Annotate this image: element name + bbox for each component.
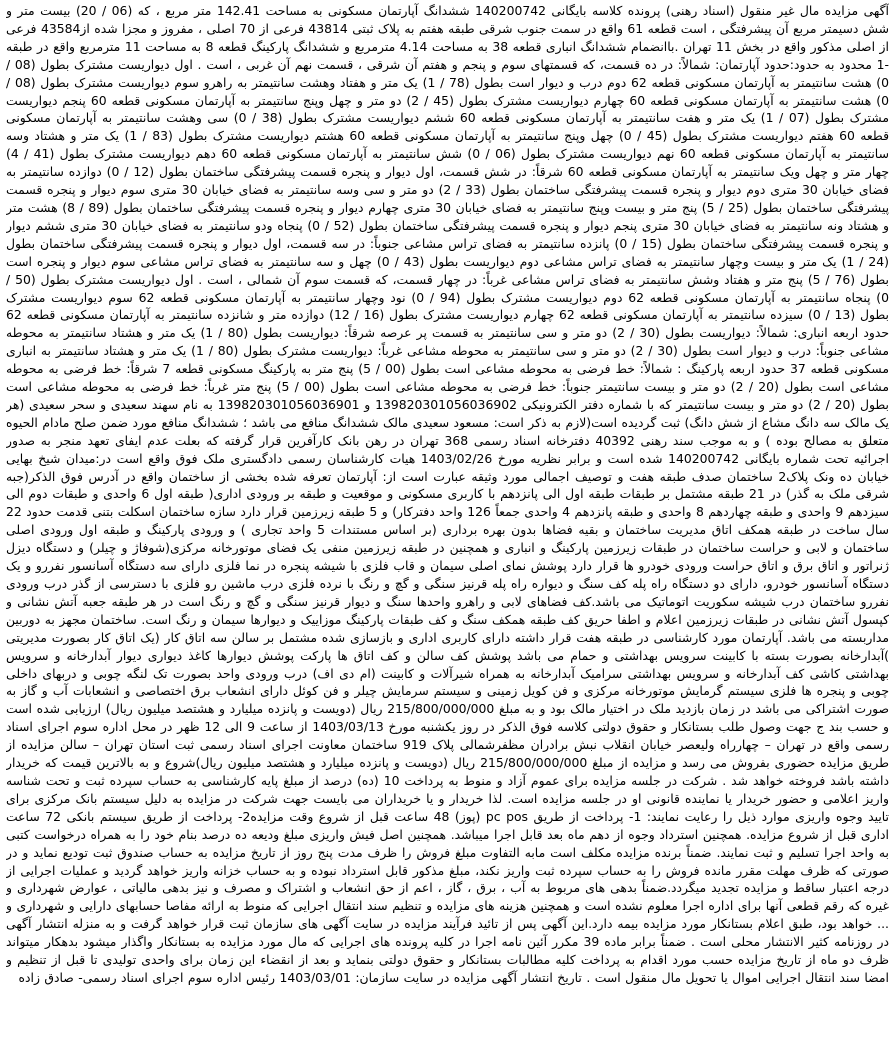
- auction-notice-text: آگهی مزایده مال غیر منقول (اسناد رهنی) پرونده کلاسه بایگانی 140200742 ششدانگ آپارتمان مسکونی به مساحت 142.41 متر مربع ، که (06 / 20) بیست متر و شش دسیمتر مربع آن پیشرفتگی ، است قطعه 61 واقع در سمت جنوب شرقی طبقه هفتم به پلاک ثبتی 43814 فرعی از 70 اصلی ، مفروز و مجزا شده از43584 فرعی از اصلی مذکور واقع در بخش 11 تهران .باانضمام ششدانگ انباری قطعه 38 به مساحت 4.14 مترمربع و ششدانگ پارکینگ قطعه 8 به مساحت 11 مترمربع واقع در طبقه -1 محدود به حدود:حدود آپارتمان: شمالاً: در ده قسمت، که قسمتهای سوم و پنجم و هفتم آن شرقی ، قسمت نهم آن غربی ، است . اول دیواریست مشترک بطول (08 / 0) هشت سانتیمتر به آپارتمان مسکونی قطعه 62 دوم درب و دیوار است بطول (78 / 1) یک متر و هفتاد وهشت سانتیمتر به راهرو سوم دیواریست مشترک بطول (08 / 0) هشت سانتیمتر به آپارتمان مسکونی قطعه 60 چهارم دیواریست مشترک بطول (45 / 2) دو متر و چهل وپنج سانتیمتر به آپارتمان مسکونی قطعه 60 پنجم دیواریست مشترک بطول (07 / 1) یک متر و هفت سانتیمتر به آپارتمان مسکونی قطعه 60 ششم دیواریست مشترک بطول (38 / 0) سی وهشت سانتیمتر به آپارتمان مسکونی قطعه 60 هفتم دیواریست مشترک بطول (45 / 0) چهل وپنج سانتیمتر به آپارتمان مسکونی قطعه 60 هشتم دیواریست مشترک بطول (83 / 1) یک متر و هشتاد وسه سانتیمتر به آپارتمان مسکونی قطعه 60 نهم دیواریست مشترک بطول (06 / 0) شش سانتیمتر به آپارتمان مسکونی قطعه 60 دهم دیواریست مشترک بطول (41 / 4) چهار متر و چهل ویک سانتیمتر به آپارتمان مسکونی قطعه 60 شرقاً: در شش قسمت، اول دیوار و پنجره قسمت پیشرفتگی ساختمان بطول (12 / 0) دوازده سانتیمتر به فضای خیابان 30 متری دوم دیوار و پنجره قسمت پیشرفتگی ساختمان بطول (33 / 2) دو متر و سی وسه سانتیمتر به فضای خیابان 30 متری سوم دیوار و پنجره قسمت پیشرفتگی ساختمان بطول (25 / 5) پنج متر و بیست وپنج سانتیمتر به فضای خیابان 30 متری چهارم دیوار و پنجره قسمت پیشرفتگی ساختمان بطول (89 / 8) هشت متر و هشتاد ونه سانتیمتر به فضای خیابان 30 متری پنجم دیوار و پنجره قسمت پیشرفتگی ساختمان بطول (52 / 0) پنجاه ودو سانتیمتر به فضای خیابان 30 متری ششم دیوار و پنجره قسمت پیشرفتگی ساختمان بطول (15 / 0) پانزده سانتیمتر به فضای تراس مشاعی جنوباً: در سه قسمت، اول دیوار و پنجره قسمت پیشرفتگی ساختمان بطول (24 / 1) یک متر و بیست وچهار سانتیمتر به فضای تراس مشاعی دوم دیواریست بطول (43 / 0) چهل و سه سانتیمتر به فضای تراس مشاعی سوم دیوار و پنجره است بطول (76 / 5) پنج متر و هفتاد وشش سانتیمتر به فضای تراس مشاعی غرباً: در چهار قسمت، که قسمت سوم آن شمالی ، است . اول دیواریست مشترک بطول (50 / 0) پنجاه سانتیمتر به آپارتمان مسکونی قطعه 62 دوم دیواریست مشترک بطول (94 / 0) نود وچهار سانتیمتر به آپارتمان مسکونی قطعه 62 سوم دیواریست مشترک بطول (13 / 0) سیزده سانتیمتر به آپارتمان مسکونی قطعه 62 چهارم دیواریست مشترک بطول (16 / 12) دوازده متر و شانزده سانتیمتر به آپارتمان مسکونی قطعه 62 حدود اربعه انباری: شمالاً: دیواریست بطول (30 / 2) دو متر و سی سانتیمتر به قسمت پر عرصه شرقاً: دیواریست بطول (80 / 1) یک متر و هشتاد سانتیمتر به محوطه مشاعی جنوباً: درب و دیوار است بطول (30 / 2) دو متر و سی سانتیمتر به محوطه مشاعی غرباً: دیواریست مشترک بطول (80 / 1) یک متر و هشتاد سانتیمتر به انباری مسکونی قطعه 37 حدود اربعه پارکینگ : شمالاً: خط فرضی به محوطه مشاعی است بطول (00 / 5) پنج متر به پارکینگ مسکونی قطعه 7 شرقاً: خط فرضی به محوطه مشاعی است بطول (20 / 2) دو متر و بیست سانتیمتر جنوباً: خط فرضی به محوطه مشاعی است بطول (00 / 5) پنج متر غرباً: خط فرضی به محوطه مشاعی است بطول (20 / 2) دو متر و بیست سانتیمتر که با شماره دفتر الکترونیکی 139820301056036902 و 139820301056036901 به نام سهند سعیدی و سحر سعیدی (هر یک مالک سه دانگ مشاع از شش دانگ) ثبت گردیده است(لازم به ذکر است: مسعود سعیدی مالک ششدانگ منافع می باشد ؛ ششدانگ منافع مورد ضمن صلح مادام الحیوه متعلق به مصالح بوده ) و به موجب سند رهنی 40392 دفترخانه اسناد رسمی 368 تهران در رهن بانک کارآفرین قرار گرفته که بعلت عدم ایفای تعهد منجر به صدور اجرائیه تحت شماره بایگانی 140200742 شده است و برابر نظریه مورخ 1403/02/26 هیات کارشناسان رسمی دادگستری ملک فوق واقع است در:میدان شیخ بهایی خیابان ده ونک پلاک2 ساختمان صدف طبقه هفت و توصیف اجمالی مورد وثیقه عبارت است از: آپارتمان تعرفه شده بخشی از ساختمان واقع در آدرس فوق الذکر(جبه شرقی ملک به گذر) در 21 طبقه مشتمل بر طبقات طبقه اول الی پانزدهم با کاربری مسکونی و موقعیت و طبقه بر ورودی اداری( طبقه اول 6 واحدی و طبقات دوم الی سیزدهم 9 واحدی و طبقه چهاردهم 8 واحدی و طبقه پانزدهم 4 واحدی جمعاً 126 واحد دفترکار) و 5 طبقه زیرزمین قرار دارد سازه ساختمان اسکلت بتنی قدمت حدود 22 سال ساخت در طبقه همکف اتاق مدیریت ساختمان و بقیه فضاها بدون بهره برداری (بر اساس مستندات 5 واحد تجاری ) و ورودی پارکینگ و طبقه اول ورودی اصلی ساختمان و لابی و حراست ساختمان در طبقات زیرزمین پارکینگ و انباری و همچنین در طبقه زیرزمین منفی یک فضای موتورخانه مرکزی(شوفاژ و چیلر) و دستگاه دیزل ژنراتور و اتاق برق و اتاق حراست ورودی خودرو ها قرار دارد پوشش نمای اصلی سیمان و قاب فلزی با شیشه پنجره در نما فلزی دارای سه دستگاه آسانسور نفررو و یک دستگاه آسانسور خودرو، دارای دو دستگاه راه پله کف سنگ و دیواره راه پله قرنیز سنگی و گچ و رنگ با نرده فلزی درب ماشین رو فلزی با دسترسی از گذر درب ورودی نفررو ساختمان درب شیشه سکوریت اتوماتیک می باشد.کف فضاهای لابی و راهرو واحدها سنگ و دیوار قرنیز سنگی و گچ و رنگ است در هر طبقه جعبه آتش نشانی و کپسول آتش نشانی در طبقات زیرزمین اعلام و اطفا حریق کف طبقه همکف سنگ و کف طبقات پارکینگ موزاییک و دیوارها سیمان و رنگ است. ساختمان مجهز به دوربین مداربسته می باشد. آپارتمان مورد کارشناسی در طبقه هفت قرار داشته دارای کاربری اداری و بازسازی شده مشتمل بر سالن سه اتاق کار (یک اتاق کار بصورت مدیریتی )آبدارخانه بصورت بسته با کابینت سرویس بهداشتی و حمام می باشد پوشش کف سالن و کف اتاق ها پارکت پوشش دیوارها کاغذ دیواری دیوار آبدارخانه و سرویس بهداشتی کاشی کف آبدارخانه و سرویس بهداشتی سرامیک آبدارخانه به همراه شیرآلات و کابینت (ام دی اف) درب ورودی واحد بصورت تک لنگه چوبی و دربهای داخلی چوبی و پنجره ها فلزی سیستم گرمایش موتورخانه مرکزی و فن کویل زمینی و سیستم سرمایش چیلر و فن کوئل دارای انشعاب برق اختصاصی و انشعابات آب و گاز به صورت اشتراکی می باشد در زمان بازدید ملک در اختیار مالک بود و به مبلغ 215/800/000/000 ریال (دویست و پانزده میلیارد و هشتصد میلیون ریال) ارزیابی شده است و حسب بند ج جهت وصول طلب بستانکار و حقوق دولتی کلاسه فوق الذکر در روز یکشنبه مورخ 1403/03/13 از ساعت 9 الی 12 ظهر در محل اداره سوم اجرای اسناد رسمی واقع در تهران – چهارراه ولیعصر خیابان انقلاب نبش برادران مظفرشمالی پلاک 919 ساختمان معاونت اجرای اسناد رسمی ثبت استان تهران – سالن مزایده از طریق مزایده حضوری بفروش می رسد و مزایده از مبلغ 215/800/000/000 ریال (دویست و پانزده میلیارد و هشتصد میلیون ریال)شروع و به بالاترین قیمت که خریدار داشته باشد فروخته خواهد شد . شرکت در جلسه مزایده برای عموم آزاد و منوط به پرداخت 10 (ده) درصد از مبلغ پایه کارشناسی به حساب سپرده ثبت و تحت شناسه واریز اعلامی و حضور خریدار یا نماینده قانونی او در جلسه مزایده است. لذا خریدار و یا خریداران می بایست جهت شرکت در مزایده به دلیل سیستم بانک مرکزی برای تایید وجوه واریزی موارد ذیل را رعایت نمایند: 1- پرداخت از طریق pc pos (پوز) 48 ساعت قبل از شروع وقت مزایده2- پرداخت از طریق سیستم بانکی 72 ساعت اداری قبل از شروع مزایده. همچنین استرداد وجوه از دهم ماه بعد قابل اجرا میباشد. همچنین اصل فیش واریزی مبلغ ودیعه ده درصد بنام خود را به همراه درخواست کتبی به واحد اجرا تسلیم و ثبت نمایند. ضمناً برنده مزایده مکلف است مابه التفاوت مبلغ فروش را ظرف مدت پنج روز از تاریخ مزایده به حساب صندوق ثبت تودیع نماید و در صورتی که ظرف مهلت مقرر مانده فروش را به حساب سپرده ثبت واریز نکند، مبلغ مذکور قابل استرداد نبوده و به حساب خزانه واریز خواهد گردید و عملیات اجرایی از درجه اعتبار ساقط و مزایده تجدید میگردد.ضمناً بدهی های مربوط به آب ، برق ، گاز ، اعم از حق انشعاب و اشتراک و مصرف و نیز بدهی مالیاتی ، عوارض شهرداری و غیره که رقم قطعی آنها برای اداره اجرا معلوم نشده است و همچنین هزینه های مزایده و تنظیم سند انتقال اجرایی که منوط به ارائه مفاصا حسابهای دارایی و شهرداری و ... خواهد بود، طبق اعلام بستانکار مورد مزایده بیمه دارد.این آگهی پس از تائید فرآیند مزایده در سایت آگهی های سازمان ثبت قرار خواهد گرفت و به منزله انتشار آگهی در روزنامه کثیر الانتشار محلی است . ضمناً برابر ماده 39 مکرر آئین نامه اجرا در کلیه پرونده های اجرایی که مال مورد مزایده به بستانکار واگذار میشود بدهکار میتواند ظرف دو ماه از تاریخ مزایده حسب مورد اقدام به پرداخت کلیه مطالبات بستانکار و حقوق دولتی بنماید و بعد از انقضاء این زمان برای واحدی تولیدی تا قبل از تنظیم و امضا سند انتقال اجرایی اموال یا تحویل مال منقول است . تاریخ انتشار آگهی مزایده در سایت سازمان: 1403/03/01 رئیس اداره سوم اجرای اسناد رسمی- صادق زاده: [6, 3, 889, 985]
- auction-notice-document: [6, 2, 889, 1049]
